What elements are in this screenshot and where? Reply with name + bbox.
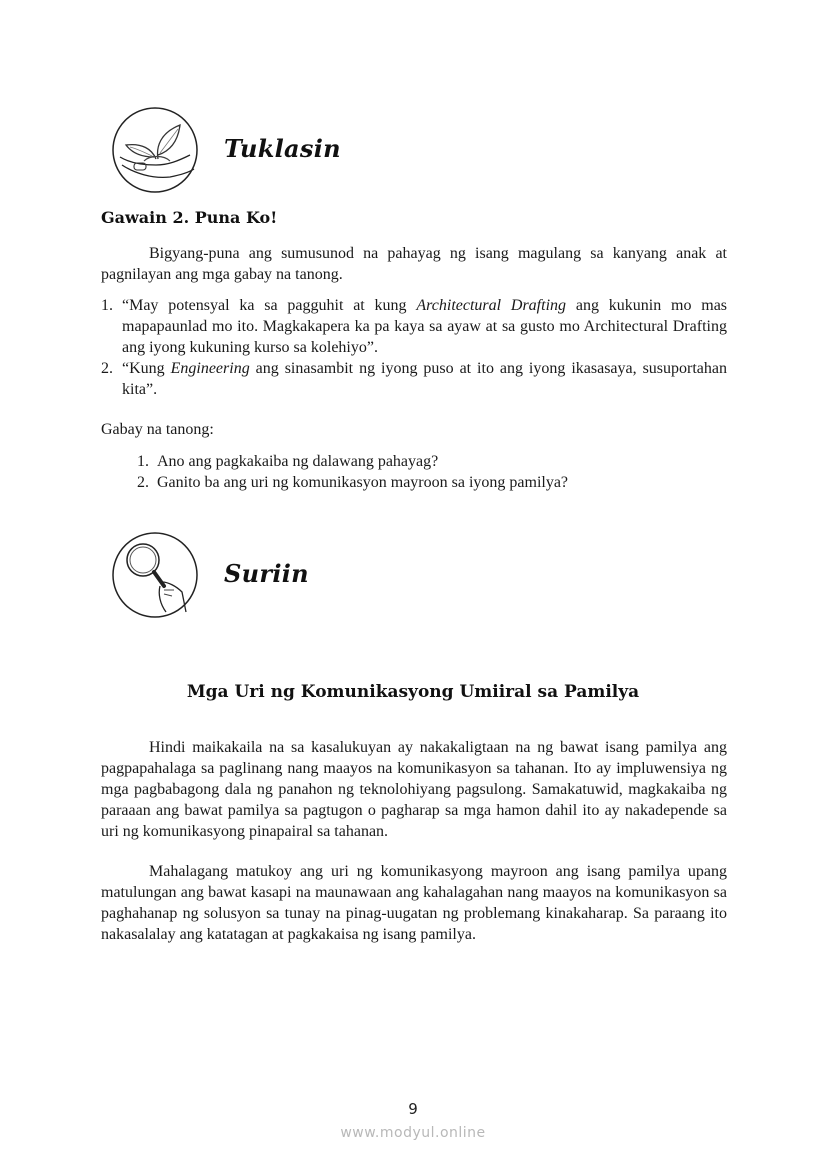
guide-question-item: 1. Ano ang pagkakaiba ng dalawang pahayag? [137,453,439,470]
guide-questions-label: Gabay na tanong: [101,421,214,438]
watermark: www.modyul.online [340,1125,486,1141]
lesson-paragraph-1: Hindi maikakaila na sa kasalukuyan ay nakakaligtaan na ng bawat isang pamilya ang pagpapahalaga sa paglinang nang maayos na komunikasyon sa tahanan. Ito ay impluwensiya ng mga pagbabagong dala ng panahon ng teknolohiyang pagsulong. Samakatuwid, magkakaiba ng paraaan ang bawat pamilya sa pagtugon o pagharap sa mga hamon dahil ito ay nakadepende sa uri ng komunikasyong pinapairal sa tahanan. [101,739,727,840]
section-title-suriin: Suriin [224,559,309,588]
statement-list [101,295,727,400]
guide-question-item: 2. Ganito ba ang uri ng komunikasyon mayroon sa iyong pamilya? [137,474,569,491]
hand-with-seedling-icon [112,107,198,193]
statement-item: 1. “May potensyal ka sa pagguhit at kung Architectural Drafting ang kukunin mo mas mapapaunlad mo ito. Magkakapera ka pa kaya sa ayaw at sa gusto mo Architectural Drafting ang iyong kukuning kurso sa kolehiyo”. [101,297,728,356]
lesson-paragraph-2: Mahalagang matukoy ang uri ng komunikasyong mayroon ang isang pamilya upang matulungan ang bawat kasapi na maunawaan ang kahalagahan nang maayos na komunikasyon sa paghahanap ng solusyon sa tunay na pinag-uugatan ng problemang kinakaharap. Sa paraang ito nakasalalay ang katatagan at pagkakaisa ng isang pamilya. [101,863,727,943]
activity-heading: Gawain 2. Puna Ko! [101,208,278,227]
section-title-tuklasin: Tuklasin [224,134,341,163]
statement-item: 2. “Kung Engineering ang sinasambit ng iyong puso at ito ang iyong ikasasaya, susuportahan kita”. [101,360,728,398]
lesson-heading: Mga Uri ng Komunikasyong Umiiral sa Pamilya [186,682,640,702]
page-number: 9 [408,1100,418,1118]
activity-intro: Bigyang-puna ang sumusunod na pahayag ng isang magulang sa kanyang anak at pagnilayan ang mga gabay na tanong. [101,245,727,283]
guide-question-list [137,451,737,493]
magnifying-glass-hand-icon [112,532,198,618]
